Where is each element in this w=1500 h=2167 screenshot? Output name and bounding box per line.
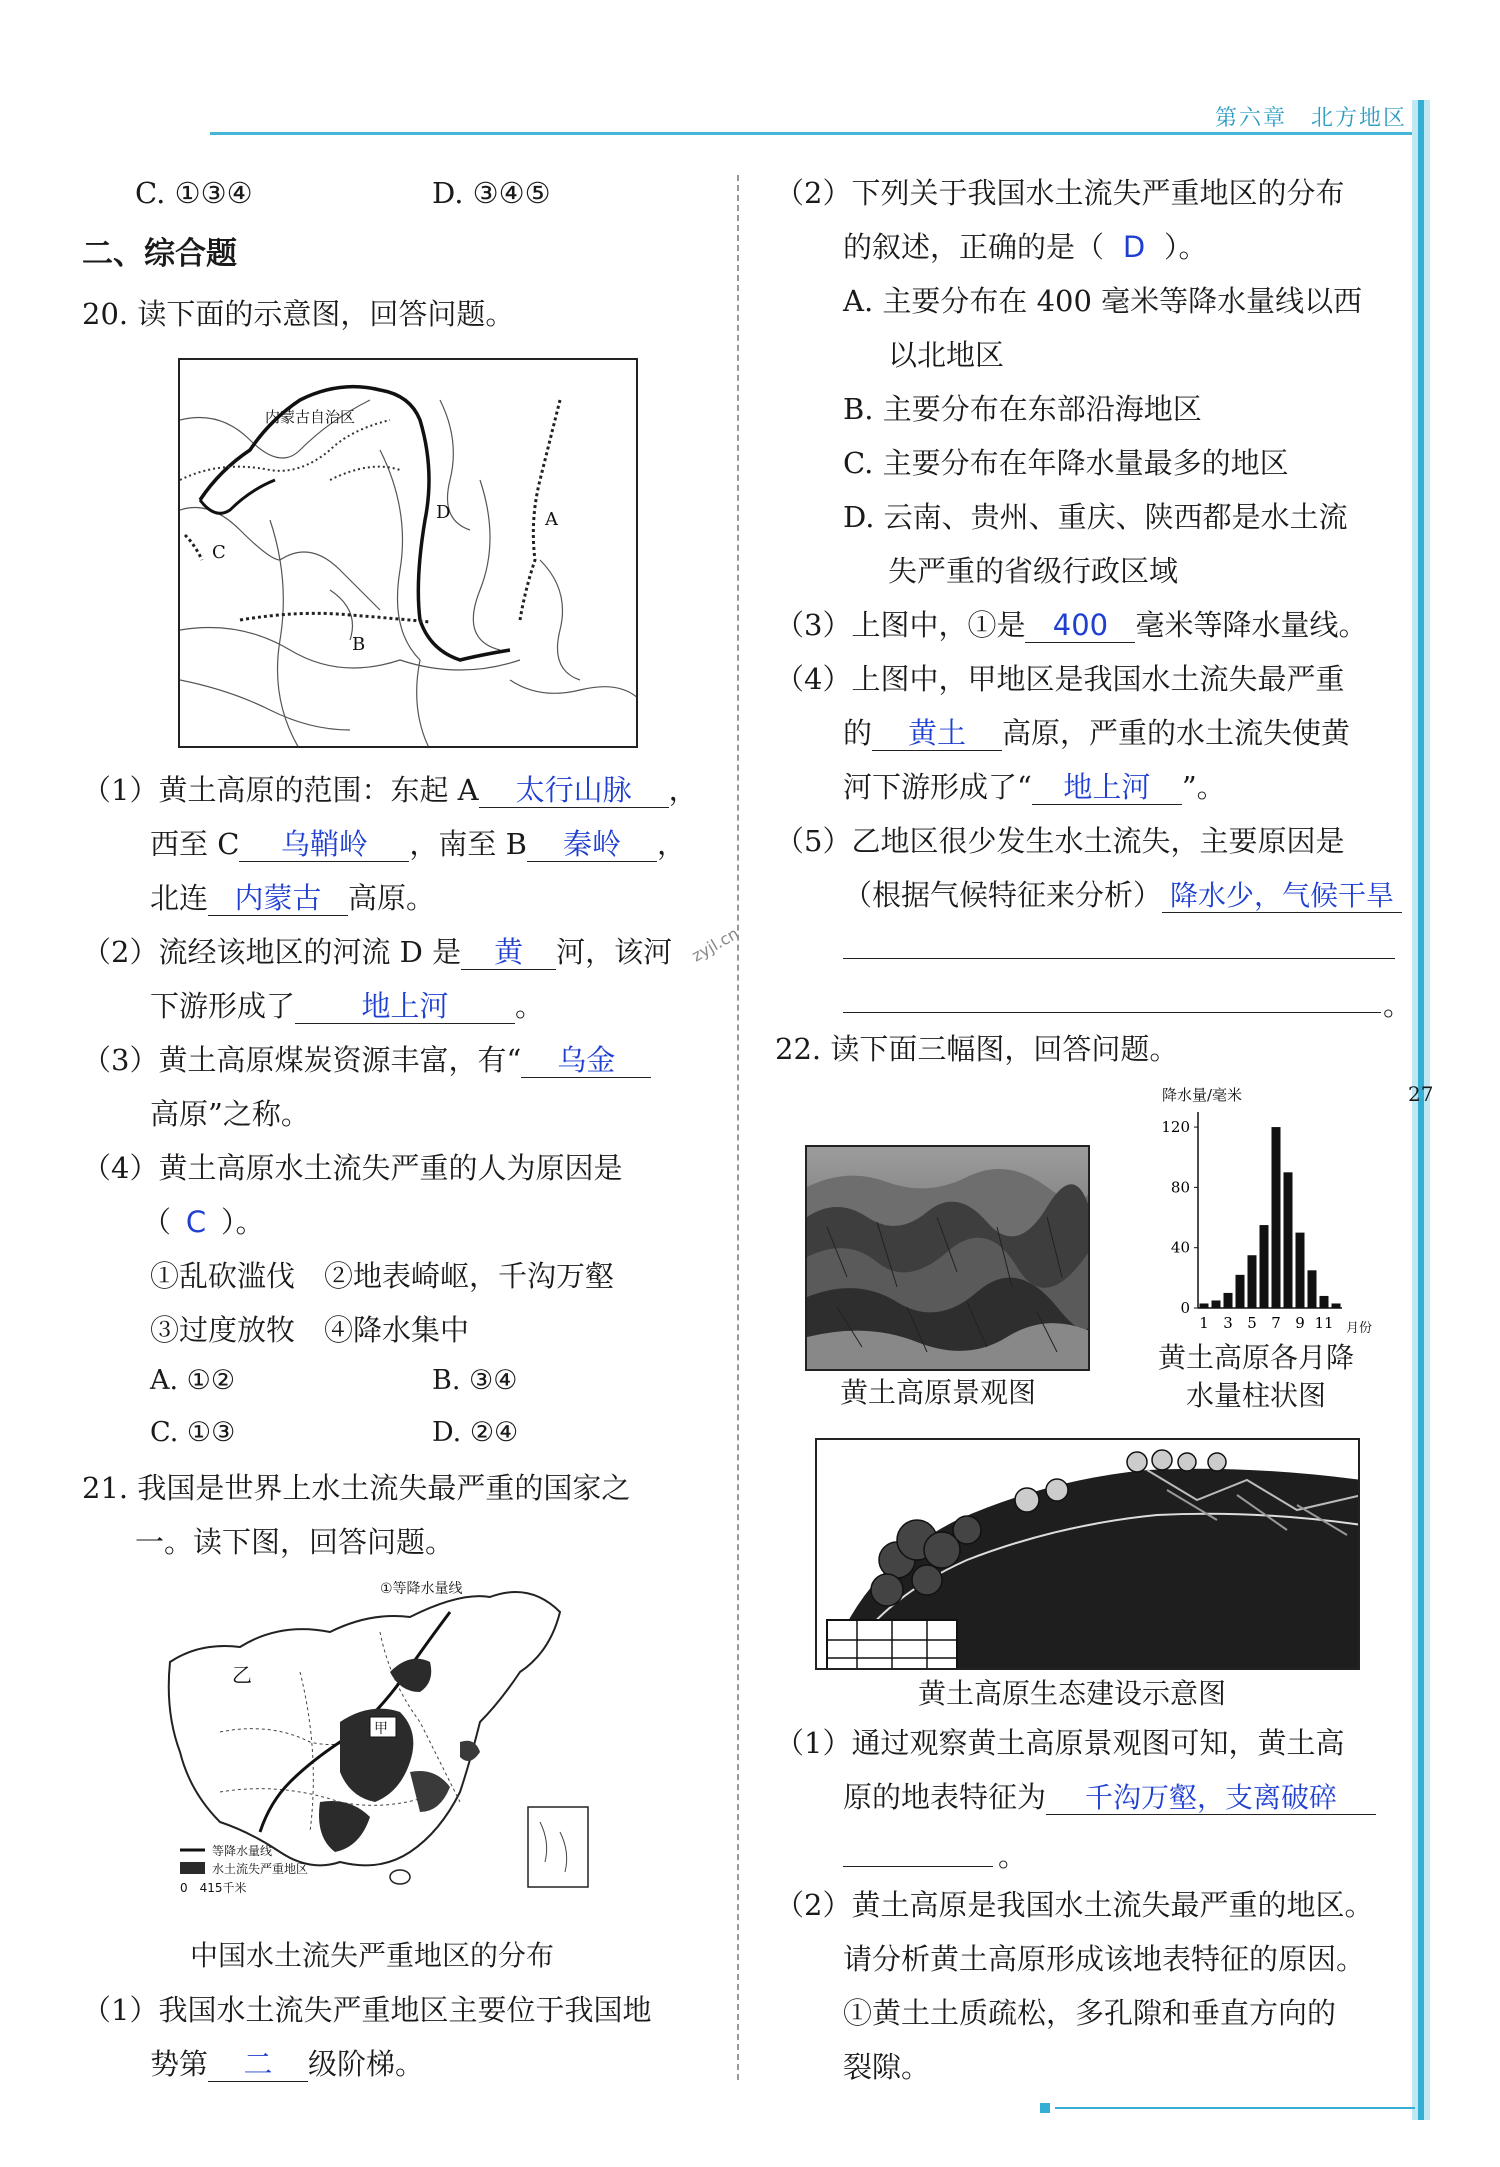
chart-xtick-label: 7 bbox=[1271, 1314, 1281, 1332]
chart-bar-month-11 bbox=[1320, 1296, 1329, 1308]
q20-p4-paren-open: （ bbox=[142, 1205, 172, 1239]
footer-marker bbox=[1040, 2103, 1050, 2113]
q20-p1-text1: （1）黄土高原的范围：东起 A bbox=[82, 773, 479, 807]
q22-p2-line4: 裂隙。 bbox=[843, 2050, 931, 2084]
q20-p2-text2: 河，该河 bbox=[556, 935, 673, 969]
q20-option-b: B. ③④ bbox=[432, 1365, 518, 1396]
q21-p2-line1: （2）下列关于我国水土流失严重地区的分布 bbox=[775, 176, 1345, 210]
map-label-inner-mongolia: 内蒙古自治区 bbox=[265, 408, 356, 426]
chart-bar-month-4 bbox=[1236, 1275, 1245, 1308]
q21-p3-line bbox=[775, 607, 1367, 643]
chart-caption-line1: 黄土高原各月降 bbox=[1158, 1341, 1355, 1374]
chart-ylabel: 降水量/毫米 bbox=[1162, 1086, 1243, 1104]
q20-option-d: D. ②④ bbox=[432, 1417, 519, 1448]
q20-option-c: C. ①③ bbox=[150, 1417, 236, 1448]
answer-choice-d: D bbox=[1122, 230, 1146, 264]
chart-xtick-label: 11 bbox=[1314, 1314, 1334, 1332]
q20-p1-text7: 高原。 bbox=[348, 881, 436, 915]
china-map-drawing bbox=[160, 1572, 600, 1912]
chart-bar-month-8 bbox=[1284, 1172, 1293, 1308]
q21-p4-line2 bbox=[843, 715, 1350, 751]
q21-option-b: B. 主要分布在东部沿海地区 bbox=[843, 392, 1202, 426]
answer-blank-wushaoling: 乌鞘岭 bbox=[239, 829, 409, 862]
q20-p2-line2 bbox=[150, 988, 544, 1024]
q21-p2-line2 bbox=[843, 229, 1208, 265]
q21-p1-text3: 级阶梯。 bbox=[308, 2047, 425, 2081]
legend-isoline: 等降水量线 bbox=[212, 1844, 273, 1858]
chart-bar-month-5 bbox=[1248, 1255, 1257, 1308]
q22-p1-text2: 原的地表特征为 bbox=[843, 1780, 1047, 1814]
q20-p4-items2: ③过度放牧 ④降水集中 bbox=[150, 1313, 470, 1347]
answer-blank-huang: 黄 bbox=[461, 937, 556, 970]
q20-p4-line2 bbox=[142, 1204, 265, 1240]
answer-line-continuation bbox=[843, 1866, 993, 1867]
chart-ytick-label: 40 bbox=[1170, 1238, 1190, 1257]
chart-xtick-label: 9 bbox=[1295, 1314, 1305, 1332]
q21-option-c: C. 主要分布在年降水量最多的地区 bbox=[843, 446, 1289, 480]
chart-bar-month-10 bbox=[1308, 1270, 1317, 1308]
answer-blank-jieti: 二 bbox=[208, 2049, 308, 2082]
q21-p3-text2: 毫米等降水量线。 bbox=[1135, 608, 1368, 642]
q21-p4-text2: 的 bbox=[843, 716, 873, 750]
chart-ytick-label: 80 bbox=[1170, 1178, 1190, 1197]
chart-caption-line2: 水量柱状图 bbox=[1186, 1379, 1327, 1412]
q20-p1-text4: ，南至 B bbox=[409, 827, 527, 861]
chart-bar-month-1 bbox=[1200, 1303, 1209, 1308]
q20-p1-text5: ， bbox=[656, 827, 686, 861]
q21-p1-line1: （1）我国水土流失严重地区主要位于我国地 bbox=[82, 1993, 652, 2027]
chart-xtick-label: 5 bbox=[1247, 1314, 1257, 1332]
q20-option-a: A. ①② bbox=[150, 1365, 236, 1396]
answer-blank-400: 400 bbox=[1025, 610, 1135, 643]
q21-p1-text2: 势第 bbox=[150, 2047, 209, 2081]
q21-p1-line2 bbox=[150, 2046, 424, 2082]
answer-line-empty-1 bbox=[843, 958, 1395, 959]
q20-p4-line1: （4）黄土高原水土流失严重的人为原因是 bbox=[82, 1151, 623, 1185]
q20-stem: 20. 读下面的示意图，回答问题。 bbox=[82, 297, 515, 331]
q20-map-drawing bbox=[180, 360, 638, 748]
chart-bar-month-9 bbox=[1296, 1233, 1305, 1308]
q21-map-caption: 中国水土流失严重地区的分布 bbox=[190, 1939, 555, 1972]
option-d: D. ③④⑤ bbox=[432, 176, 551, 210]
map-label-b: B bbox=[352, 634, 366, 655]
q21-p2-text3: ）。 bbox=[1164, 230, 1208, 264]
q20-p2-text1: （2）流经该地区的河流 D 是 bbox=[82, 935, 462, 969]
q21-option-a2: 以北地区 bbox=[888, 338, 1005, 372]
eco-caption: 黄土高原生态建设示意图 bbox=[918, 1677, 1227, 1710]
q22-p1-line1: （1）通过观察黄土高原景观图可知，黄土高 bbox=[775, 1726, 1345, 1760]
page-edge-strip bbox=[1418, 100, 1424, 2120]
chart-bar-month-2 bbox=[1212, 1300, 1221, 1308]
chapter-header: 第六章 北方地区 bbox=[1215, 106, 1408, 131]
loess-landscape-photo bbox=[805, 1145, 1090, 1371]
q20-p4-items1: ①乱砍滥伐 ②地表崎岖，千沟万壑 bbox=[150, 1259, 615, 1293]
q21-p5-text2: （根据气候特征来分析） bbox=[843, 878, 1163, 912]
q21-option-d2: 失严重的省级行政区域 bbox=[888, 554, 1179, 588]
q21-p4-text5: ”。 bbox=[1181, 770, 1226, 804]
q20-p4-paren-close: ）。 bbox=[221, 1205, 265, 1239]
q21-option-d1: D. 云南、贵州、重庆、陕西都是水土流 bbox=[843, 500, 1348, 534]
chart-bar-month-7 bbox=[1272, 1127, 1281, 1308]
answer-blank-taihang: 太行山脉 bbox=[479, 775, 669, 808]
chart-xtick-label: 1 bbox=[1199, 1314, 1209, 1332]
answer-blank-dishanghe-2: 地上河 bbox=[1032, 772, 1182, 805]
q20-p2-text4: 。 bbox=[515, 989, 545, 1023]
q21-option-a1: A. 主要分布在 400 毫米等降水量线以西 bbox=[843, 284, 1363, 318]
ecological-construction-diagram bbox=[815, 1438, 1360, 1670]
answer-line-empty-2 bbox=[843, 1012, 1381, 1013]
q20-p1-text2: ， bbox=[668, 773, 698, 807]
chart-xtick-label: 3 bbox=[1223, 1314, 1233, 1332]
china-soil-erosion-map bbox=[160, 1572, 600, 1912]
q21-p4-text4: 河下游形成了“ bbox=[843, 770, 1032, 804]
q22-p1-line2 bbox=[843, 1779, 1376, 1815]
map-label-yi: 乙 bbox=[232, 1663, 252, 1687]
q20-p2-line1 bbox=[82, 934, 672, 970]
answer-blank-dishanghe: 地上河 bbox=[295, 991, 515, 1024]
map-label-c: C bbox=[212, 542, 226, 563]
chart-xlabel: 月份 bbox=[1346, 1321, 1373, 1336]
q22-stem: 22. 读下面三幅图，回答问题。 bbox=[775, 1032, 1179, 1066]
q21-p3-text1: （3）上图中，①是 bbox=[775, 608, 1026, 642]
q20-p2-text3: 下游形成了 bbox=[150, 989, 296, 1023]
answer-blank-wujin: 乌金 bbox=[521, 1045, 651, 1078]
map-label-d: D bbox=[436, 502, 451, 523]
q20-p3-text1: （3）黄土高原煤炭资源丰富，有“ bbox=[82, 1043, 522, 1077]
q21-p5-line2 bbox=[843, 877, 1402, 913]
q21-p5-period: 。 bbox=[1383, 988, 1413, 1022]
q20-p1-line2 bbox=[150, 826, 686, 862]
chart-bar-month-12 bbox=[1332, 1303, 1341, 1308]
map-label-isoline: ①等降水量线 bbox=[380, 1581, 463, 1597]
answer-blank-climate: 降水少，气候干旱 bbox=[1162, 881, 1402, 913]
q20-p3-line1 bbox=[82, 1042, 651, 1078]
precipitation-chart-svg bbox=[1150, 1082, 1400, 1338]
answer-blank-neimenggu: 内蒙古 bbox=[208, 883, 348, 916]
landscape-photo-drawing bbox=[807, 1147, 1090, 1371]
q20-p1-text6: 北连 bbox=[150, 881, 209, 915]
map-label-jia: 甲 bbox=[374, 1721, 388, 1737]
column-divider bbox=[737, 175, 739, 2080]
q20-p1-line1 bbox=[82, 772, 698, 808]
q21-p5-line1: （5）乙地区很少发生水土流失，主要原因是 bbox=[775, 824, 1345, 858]
q21-p4-line1: （4）上图中，甲地区是我国水土流失最严重 bbox=[775, 662, 1345, 696]
q20-p3-line2: 高原”之称。 bbox=[150, 1097, 310, 1131]
page-number: 27 bbox=[1408, 1082, 1434, 1106]
q20-p1-line3 bbox=[150, 880, 435, 916]
q21-p2-text2: 的叙述，正确的是（ bbox=[843, 230, 1105, 264]
header-rule bbox=[210, 132, 1425, 135]
q20-map bbox=[178, 358, 638, 748]
q22-p2-line2: 请分析黄土高原形成该地表特征的原因。 bbox=[843, 1942, 1366, 1976]
q21-stem-line2: 一。读下图，回答问题。 bbox=[135, 1525, 455, 1559]
chart-ytick-label: 0 bbox=[1180, 1299, 1190, 1317]
q22-p2-line1: （2）黄土高原是我国水土流失最严重的地区。 bbox=[775, 1888, 1374, 1922]
map-scale: 0 415千米 bbox=[180, 1881, 247, 1895]
q21-stem-line1: 21. 我国是世界上水土流失最严重的国家之 bbox=[82, 1471, 631, 1505]
answer-blank-surface: 千沟万壑，支离破碎 bbox=[1046, 1783, 1376, 1815]
answer-blank-qinling: 秦岭 bbox=[527, 829, 657, 862]
q21-p4-line3 bbox=[843, 769, 1226, 805]
chart-bar-month-3 bbox=[1224, 1293, 1233, 1308]
q20-p1-text3: 西至 C bbox=[150, 827, 240, 861]
option-c: C. ①③④ bbox=[135, 176, 253, 210]
landscape-caption: 黄土高原景观图 bbox=[840, 1376, 1037, 1409]
q21-p4-text3: 高原，严重的水土流失使黄 bbox=[1002, 716, 1351, 750]
precipitation-chart bbox=[1150, 1082, 1400, 1338]
q22-p1-period: 。 bbox=[998, 1839, 1028, 1873]
answer-choice-c: C bbox=[185, 1205, 207, 1239]
legend-erosion: 水土流失严重地区 bbox=[212, 1862, 309, 1876]
footer-rule bbox=[1055, 2107, 1415, 2109]
answer-blank-huangtu: 黄土 bbox=[872, 718, 1002, 751]
watermark: zyjl.cn bbox=[688, 923, 742, 966]
section-title: 二、综合题 bbox=[82, 236, 237, 272]
map-label-a: A bbox=[545, 509, 558, 530]
chart-bar-month-6 bbox=[1260, 1225, 1269, 1308]
chart-ytick-label: 120 bbox=[1161, 1118, 1190, 1137]
q22-p2-line3: ①黄土土质疏松，多孔隙和垂直方向的 bbox=[843, 1996, 1337, 2030]
eco-diagram-drawing bbox=[817, 1440, 1360, 1670]
